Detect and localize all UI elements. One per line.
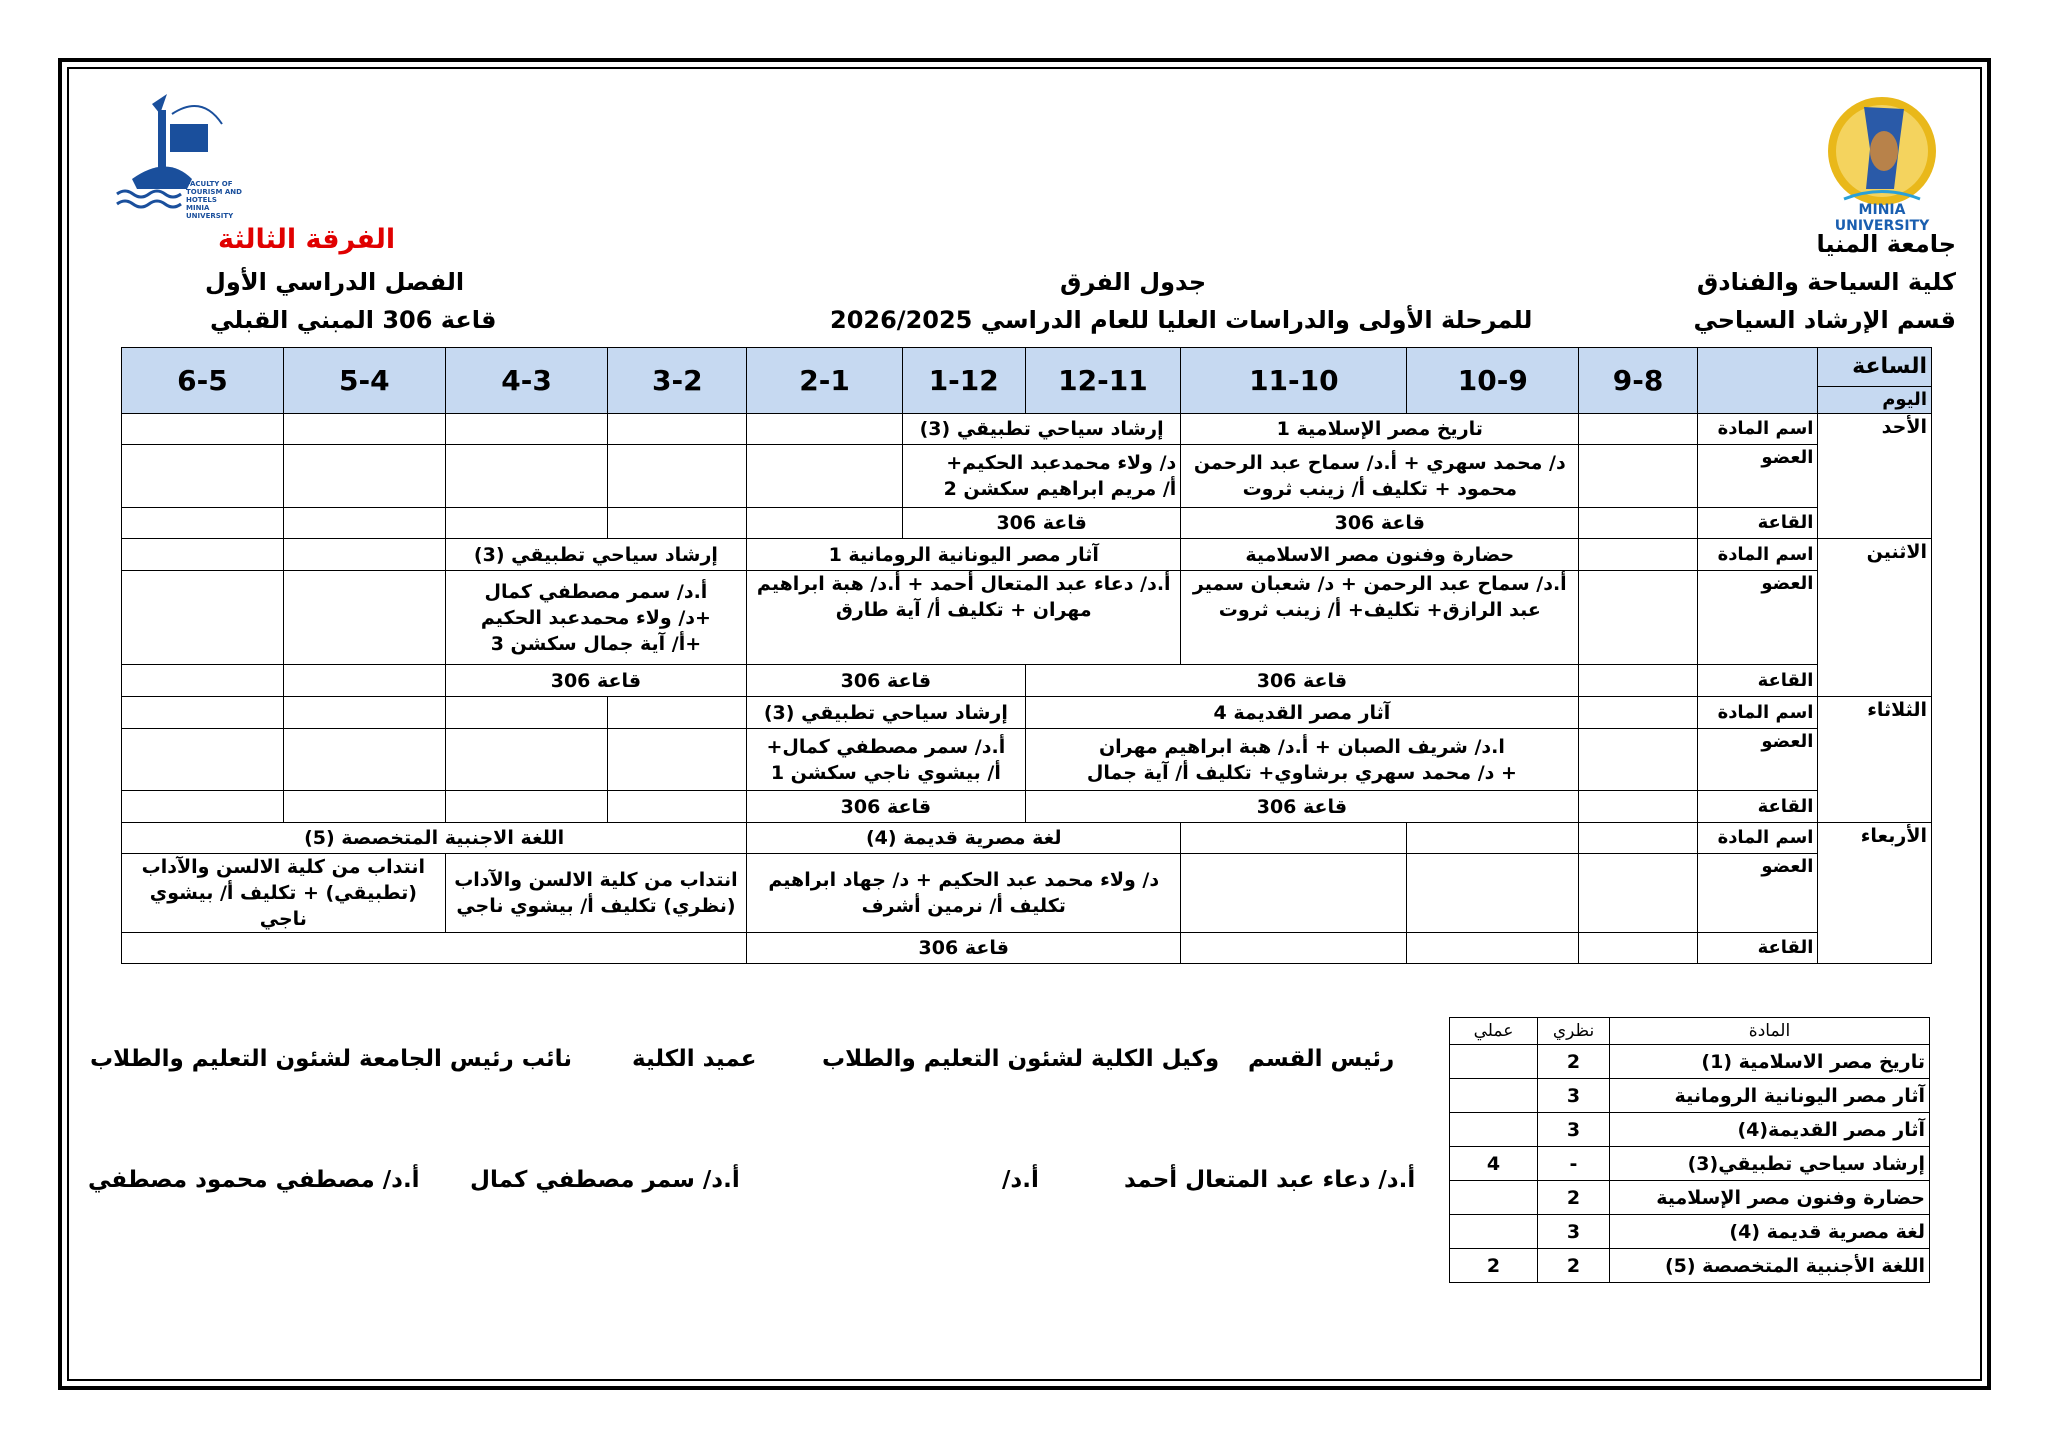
empty-cell xyxy=(1181,854,1407,933)
credit-practical: 2 xyxy=(1450,1249,1538,1283)
member-line: أ.د/ دعاء عبد المتعال أحمد + أ.د/ هبة ابراهيم xyxy=(756,573,1171,595)
time-slot: 6-5 xyxy=(122,348,284,414)
sig-dean-name: أ.د/ سمر مصطفي كمال xyxy=(470,1167,740,1193)
credit-theory: 2 xyxy=(1538,1045,1610,1079)
credit-subject: تاريخ مصر الاسلامية (1) xyxy=(1610,1045,1930,1079)
sun-member-row xyxy=(122,445,1932,508)
mon-hall-row xyxy=(122,665,1932,697)
mon-member-1 xyxy=(1181,571,1579,665)
member-line: مهران + تكليف أ/ آية طارق xyxy=(835,599,1092,621)
semester: الفصل الدراسي الأول xyxy=(205,268,465,296)
wed-hall-row xyxy=(122,933,1932,964)
credit-theory: 3 xyxy=(1538,1113,1610,1147)
day-label: اليوم xyxy=(1818,387,1932,414)
member-line: عبد الرازق+ تكليف+ أ/ زينب ثروت xyxy=(1218,599,1541,621)
time-slot: 4-3 xyxy=(445,348,608,414)
empty-cell xyxy=(122,791,284,823)
row-label-hall: القاعة xyxy=(1697,508,1818,539)
credit-theory: - xyxy=(1538,1147,1610,1181)
credit-practical xyxy=(1450,1181,1538,1215)
member-line: أ.د/ سمر مصطفي كمال xyxy=(484,580,708,603)
tue-subject-row xyxy=(122,697,1932,729)
empty-cell xyxy=(608,414,747,445)
wed-hall-1: قاعة 306 xyxy=(747,933,1181,964)
empty-cell xyxy=(122,414,284,445)
time-slot: 10-9 xyxy=(1407,348,1579,414)
hall-title: قاعة 306 المبني القبلي xyxy=(210,306,497,334)
credit-theory: 2 xyxy=(1538,1181,1610,1215)
empty-cell xyxy=(122,729,284,791)
empty-cell xyxy=(283,508,445,539)
row-label-hall: القاعة xyxy=(1697,665,1818,697)
empty-cell xyxy=(122,445,284,508)
credits-row xyxy=(1450,1147,1930,1181)
credit-practical xyxy=(1450,1215,1538,1249)
empty-cell xyxy=(1579,823,1698,854)
schedule-subtitle: للمرحلة الأولى والدراسات العليا للعام الدراسي 2026/2025 xyxy=(830,306,1533,334)
empty-cell xyxy=(283,414,445,445)
mon-subject-2: آثار مصر اليونانية الرومانية 1 xyxy=(747,539,1181,571)
department-name: قسم الإرشاد السياحي xyxy=(1693,306,1956,334)
empty-cell xyxy=(1407,854,1579,933)
credit-practical: 4 xyxy=(1450,1147,1538,1181)
sun-hall-row xyxy=(122,508,1932,539)
empty-cell xyxy=(1579,571,1698,665)
empty-cell xyxy=(1579,414,1698,445)
sig-vice-dean-name: أ.د/ xyxy=(1002,1167,1039,1193)
tue-subject-1: آثار مصر القديمة 4 xyxy=(1025,697,1579,729)
row-label-member: العضو xyxy=(1697,445,1818,508)
time-slot: 9-8 xyxy=(1579,348,1698,414)
sig-head-title: رئيس القسم xyxy=(1248,1046,1395,1072)
mon-hall-2: قاعة 306 xyxy=(747,665,1025,697)
member-line: انتداب من كلية الالسن والآداب xyxy=(141,856,426,878)
sig-vp-name: أ.د/ مصطفي محمود مصطفي xyxy=(88,1167,420,1193)
row-label-subject: اسم المادة xyxy=(1697,414,1818,445)
empty-cell xyxy=(608,729,747,791)
time-slot: 2-1 xyxy=(747,348,903,414)
time-slot: 5-4 xyxy=(283,348,445,414)
time-header-row xyxy=(122,348,1932,387)
member-line: أ/ مريم ابراهيم سكشن 2 xyxy=(943,478,1177,500)
time-slot: 12-11 xyxy=(1025,348,1181,414)
credit-theory: 2 xyxy=(1538,1249,1610,1283)
empty-cell xyxy=(445,445,608,508)
member-line: (نظري) تكليف أ/ بيشوي ناجي xyxy=(456,895,736,917)
empty-cell xyxy=(1181,823,1407,854)
row-label-subject: اسم المادة xyxy=(1697,697,1818,729)
tue-hall-2: قاعة 306 xyxy=(747,791,1025,823)
empty-cell xyxy=(608,508,747,539)
faculty-name: كلية السياحة والفنادق xyxy=(1696,268,1956,296)
row-label-hall: القاعة xyxy=(1697,791,1818,823)
member-line: أ/ بيشوي ناجي سكشن 1 xyxy=(770,761,1001,784)
level-title: الفرقة الثالثة xyxy=(218,224,396,255)
time-slot: 3-2 xyxy=(608,348,747,414)
sun-subject-1: تاريخ مصر الإسلامية 1 xyxy=(1181,414,1579,445)
empty-cell xyxy=(1579,791,1698,823)
credit-hours-table xyxy=(1449,1017,1930,1283)
empty-cell xyxy=(1579,445,1698,508)
empty-cell xyxy=(283,729,445,791)
empty-cell xyxy=(1579,933,1698,964)
empty-cell xyxy=(1181,933,1407,964)
member-line: تكليف أ/ نرمين أشرف xyxy=(861,895,1066,917)
member-line: د/ ولاء محمد عبد الحكيم + د/ جهاد ابراهيم xyxy=(768,869,1160,891)
credit-practical xyxy=(1450,1079,1538,1113)
credit-subject: آثار مصر اليونانية الرومانية xyxy=(1610,1079,1930,1113)
wed-subject-row xyxy=(122,823,1932,854)
credit-subject: لغة مصرية قديمة (4) xyxy=(1610,1215,1930,1249)
empty-cell xyxy=(445,791,608,823)
sig-vp-title: نائب رئيس الجامعة لشئون التعليم والطلاب xyxy=(90,1046,572,1072)
tue-hall-row xyxy=(122,791,1932,823)
tue-subject-2: إرشاد سياحي تطبيقي (3) xyxy=(747,697,1025,729)
empty-cell xyxy=(445,508,608,539)
member-line: +د/ ولاء محمدعبد الحكيم xyxy=(480,606,711,629)
empty-cell xyxy=(445,697,608,729)
tue-hall-1: قاعة 306 xyxy=(1025,791,1579,823)
col-subject: المادة xyxy=(1610,1018,1930,1045)
day-sunday: الأحد xyxy=(1818,414,1932,539)
mon-subject-row xyxy=(122,539,1932,571)
empty-cell xyxy=(445,729,608,791)
blank-header xyxy=(1697,348,1818,414)
sig-head-name: أ.د/ دعاء عبد المتعال أحمد xyxy=(1124,1167,1416,1193)
mon-subject-1: حضارة وفنون مصر الاسلامية xyxy=(1181,539,1579,571)
credit-subject: إرشاد سياحي تطبيقي(3) xyxy=(1610,1147,1930,1181)
faculty-logo-text: FACULTY OF TOURISM AND HOTELS MINIA UNIVERSITY xyxy=(186,180,242,220)
member-line: د/ محمد سهري + أ.د/ سماح عبد الرحمن xyxy=(1193,452,1566,474)
empty-cell xyxy=(283,665,445,697)
member-line: ا.د/ شريف الصبان + أ.د/ هبة ابراهيم مهران xyxy=(1098,735,1505,758)
member-line: أ.د/ سماح عبد الرحمن + د/ شعبان سمير xyxy=(1192,573,1567,595)
credit-practical xyxy=(1450,1113,1538,1147)
credits-row xyxy=(1450,1045,1930,1079)
empty-cell xyxy=(283,571,445,665)
wed-member-row xyxy=(122,854,1932,933)
empty-cell xyxy=(747,445,903,508)
mon-subject-3: إرشاد سياحي تطبيقي (3) xyxy=(445,539,746,571)
empty-cell xyxy=(1407,823,1579,854)
sun-subject-2: إرشاد سياحي تطبيقي (3) xyxy=(902,414,1180,445)
empty-cell xyxy=(1579,729,1698,791)
sun-member-1 xyxy=(1181,445,1579,508)
credits-row xyxy=(1450,1181,1930,1215)
sig-dean-title: عميد الكلية xyxy=(632,1046,757,1072)
empty-cell xyxy=(1579,697,1698,729)
empty-cell xyxy=(608,697,747,729)
mon-member-3 xyxy=(445,571,746,665)
schedule-title: جدول الفرق xyxy=(1060,268,1207,296)
row-label-member: العضو xyxy=(1697,571,1818,665)
credit-subject: اللغة الأجنبية المتخصصة (5) xyxy=(1610,1249,1930,1283)
wed-subject-1: لغة مصرية قديمة (4) xyxy=(747,823,1181,854)
empty-cell xyxy=(1579,854,1698,933)
row-label-member: العضو xyxy=(1697,729,1818,791)
credits-row xyxy=(1450,1079,1930,1113)
credit-subject: حضارة وفنون مصر الإسلامية xyxy=(1610,1181,1930,1215)
row-label-subject: اسم المادة xyxy=(1697,823,1818,854)
day-tuesday: الثلاثاء xyxy=(1818,697,1932,823)
credit-theory: 3 xyxy=(1538,1215,1610,1249)
member-line: (تطبيقي) + تكليف أ/ بيشوي ناجي xyxy=(149,882,417,930)
hour-label: الساعة xyxy=(1818,348,1932,387)
university-name: جامعة المنيا xyxy=(1816,230,1956,258)
mon-hall-1: قاعة 306 xyxy=(1025,665,1579,697)
mon-member-2 xyxy=(747,571,1181,665)
member-line: +أ/ آية جمال سكشن 3 xyxy=(490,632,702,655)
member-line: د/ ولاء محمدعبد الحكيم+ xyxy=(946,452,1177,474)
empty-cell xyxy=(283,539,445,571)
empty-cell xyxy=(445,414,608,445)
wed-member-2 xyxy=(445,854,746,933)
empty-cell xyxy=(122,571,284,665)
credit-theory: 3 xyxy=(1538,1079,1610,1113)
sig-vice-dean-title: وكيل الكلية لشئون التعليم والطلاب xyxy=(822,1046,1220,1072)
empty-cell xyxy=(122,697,284,729)
faculty-logo xyxy=(112,84,242,220)
empty-cell xyxy=(122,933,747,964)
empty-cell xyxy=(1407,933,1579,964)
member-line: انتداب من كلية الالسن والآداب xyxy=(454,869,738,891)
time-slot: 11-10 xyxy=(1181,348,1407,414)
time-slot: 1-12 xyxy=(902,348,1025,414)
mon-hall-3: قاعة 306 xyxy=(445,665,746,697)
day-monday: الاثنين xyxy=(1818,539,1932,697)
empty-cell xyxy=(608,791,747,823)
sun-subject-row xyxy=(122,414,1932,445)
member-line: محمود + تكليف أ/ زينب ثروت xyxy=(1242,478,1517,500)
mon-member-row xyxy=(122,571,1932,665)
credits-row xyxy=(1450,1249,1930,1283)
university-logo-text: MINIA UNIVERSITY xyxy=(1834,202,1930,234)
wed-member-3 xyxy=(122,854,446,933)
empty-cell xyxy=(1579,508,1698,539)
university-logo xyxy=(1804,89,1960,234)
member-line: أ.د/ سمر مصطفي كمال+ xyxy=(766,735,1006,758)
row-label-hall: القاعة xyxy=(1697,933,1818,964)
col-theory: نظري xyxy=(1538,1018,1610,1045)
day-wednesday: الأربعاء xyxy=(1818,823,1932,964)
credits-row xyxy=(1450,1113,1930,1147)
empty-cell xyxy=(747,414,903,445)
empty-cell xyxy=(283,445,445,508)
row-label-subject: اسم المادة xyxy=(1697,539,1818,571)
tue-member-row xyxy=(122,729,1932,791)
credits-header-row xyxy=(1450,1018,1930,1045)
empty-cell xyxy=(122,665,284,697)
tue-member-2 xyxy=(747,729,1025,791)
empty-cell xyxy=(1579,665,1698,697)
empty-cell xyxy=(608,445,747,508)
credit-subject: آثار مصر القديمة(4) xyxy=(1610,1113,1930,1147)
empty-cell xyxy=(283,697,445,729)
member-line: + د/ محمد سهري برشاوي+ تكليف أ/ آية جمال xyxy=(1086,761,1517,784)
empty-cell xyxy=(1579,539,1698,571)
sun-member-2 xyxy=(902,445,1180,508)
sun-hall-2: قاعة 306 xyxy=(902,508,1180,539)
credit-practical xyxy=(1450,1045,1538,1079)
row-label-member: العضو xyxy=(1697,854,1818,933)
tue-member-1 xyxy=(1025,729,1579,791)
wed-member-1 xyxy=(747,854,1181,933)
wed-subject-2: اللغة الاجنبية المتخصصة (5) xyxy=(122,823,747,854)
credits-row xyxy=(1450,1215,1930,1249)
schedule-table xyxy=(121,347,1932,964)
sun-hall-1: قاعة 306 xyxy=(1181,508,1579,539)
empty-cell xyxy=(747,508,903,539)
empty-cell xyxy=(122,508,284,539)
empty-cell xyxy=(122,539,284,571)
col-practical: عملي xyxy=(1450,1018,1538,1045)
empty-cell xyxy=(283,791,445,823)
